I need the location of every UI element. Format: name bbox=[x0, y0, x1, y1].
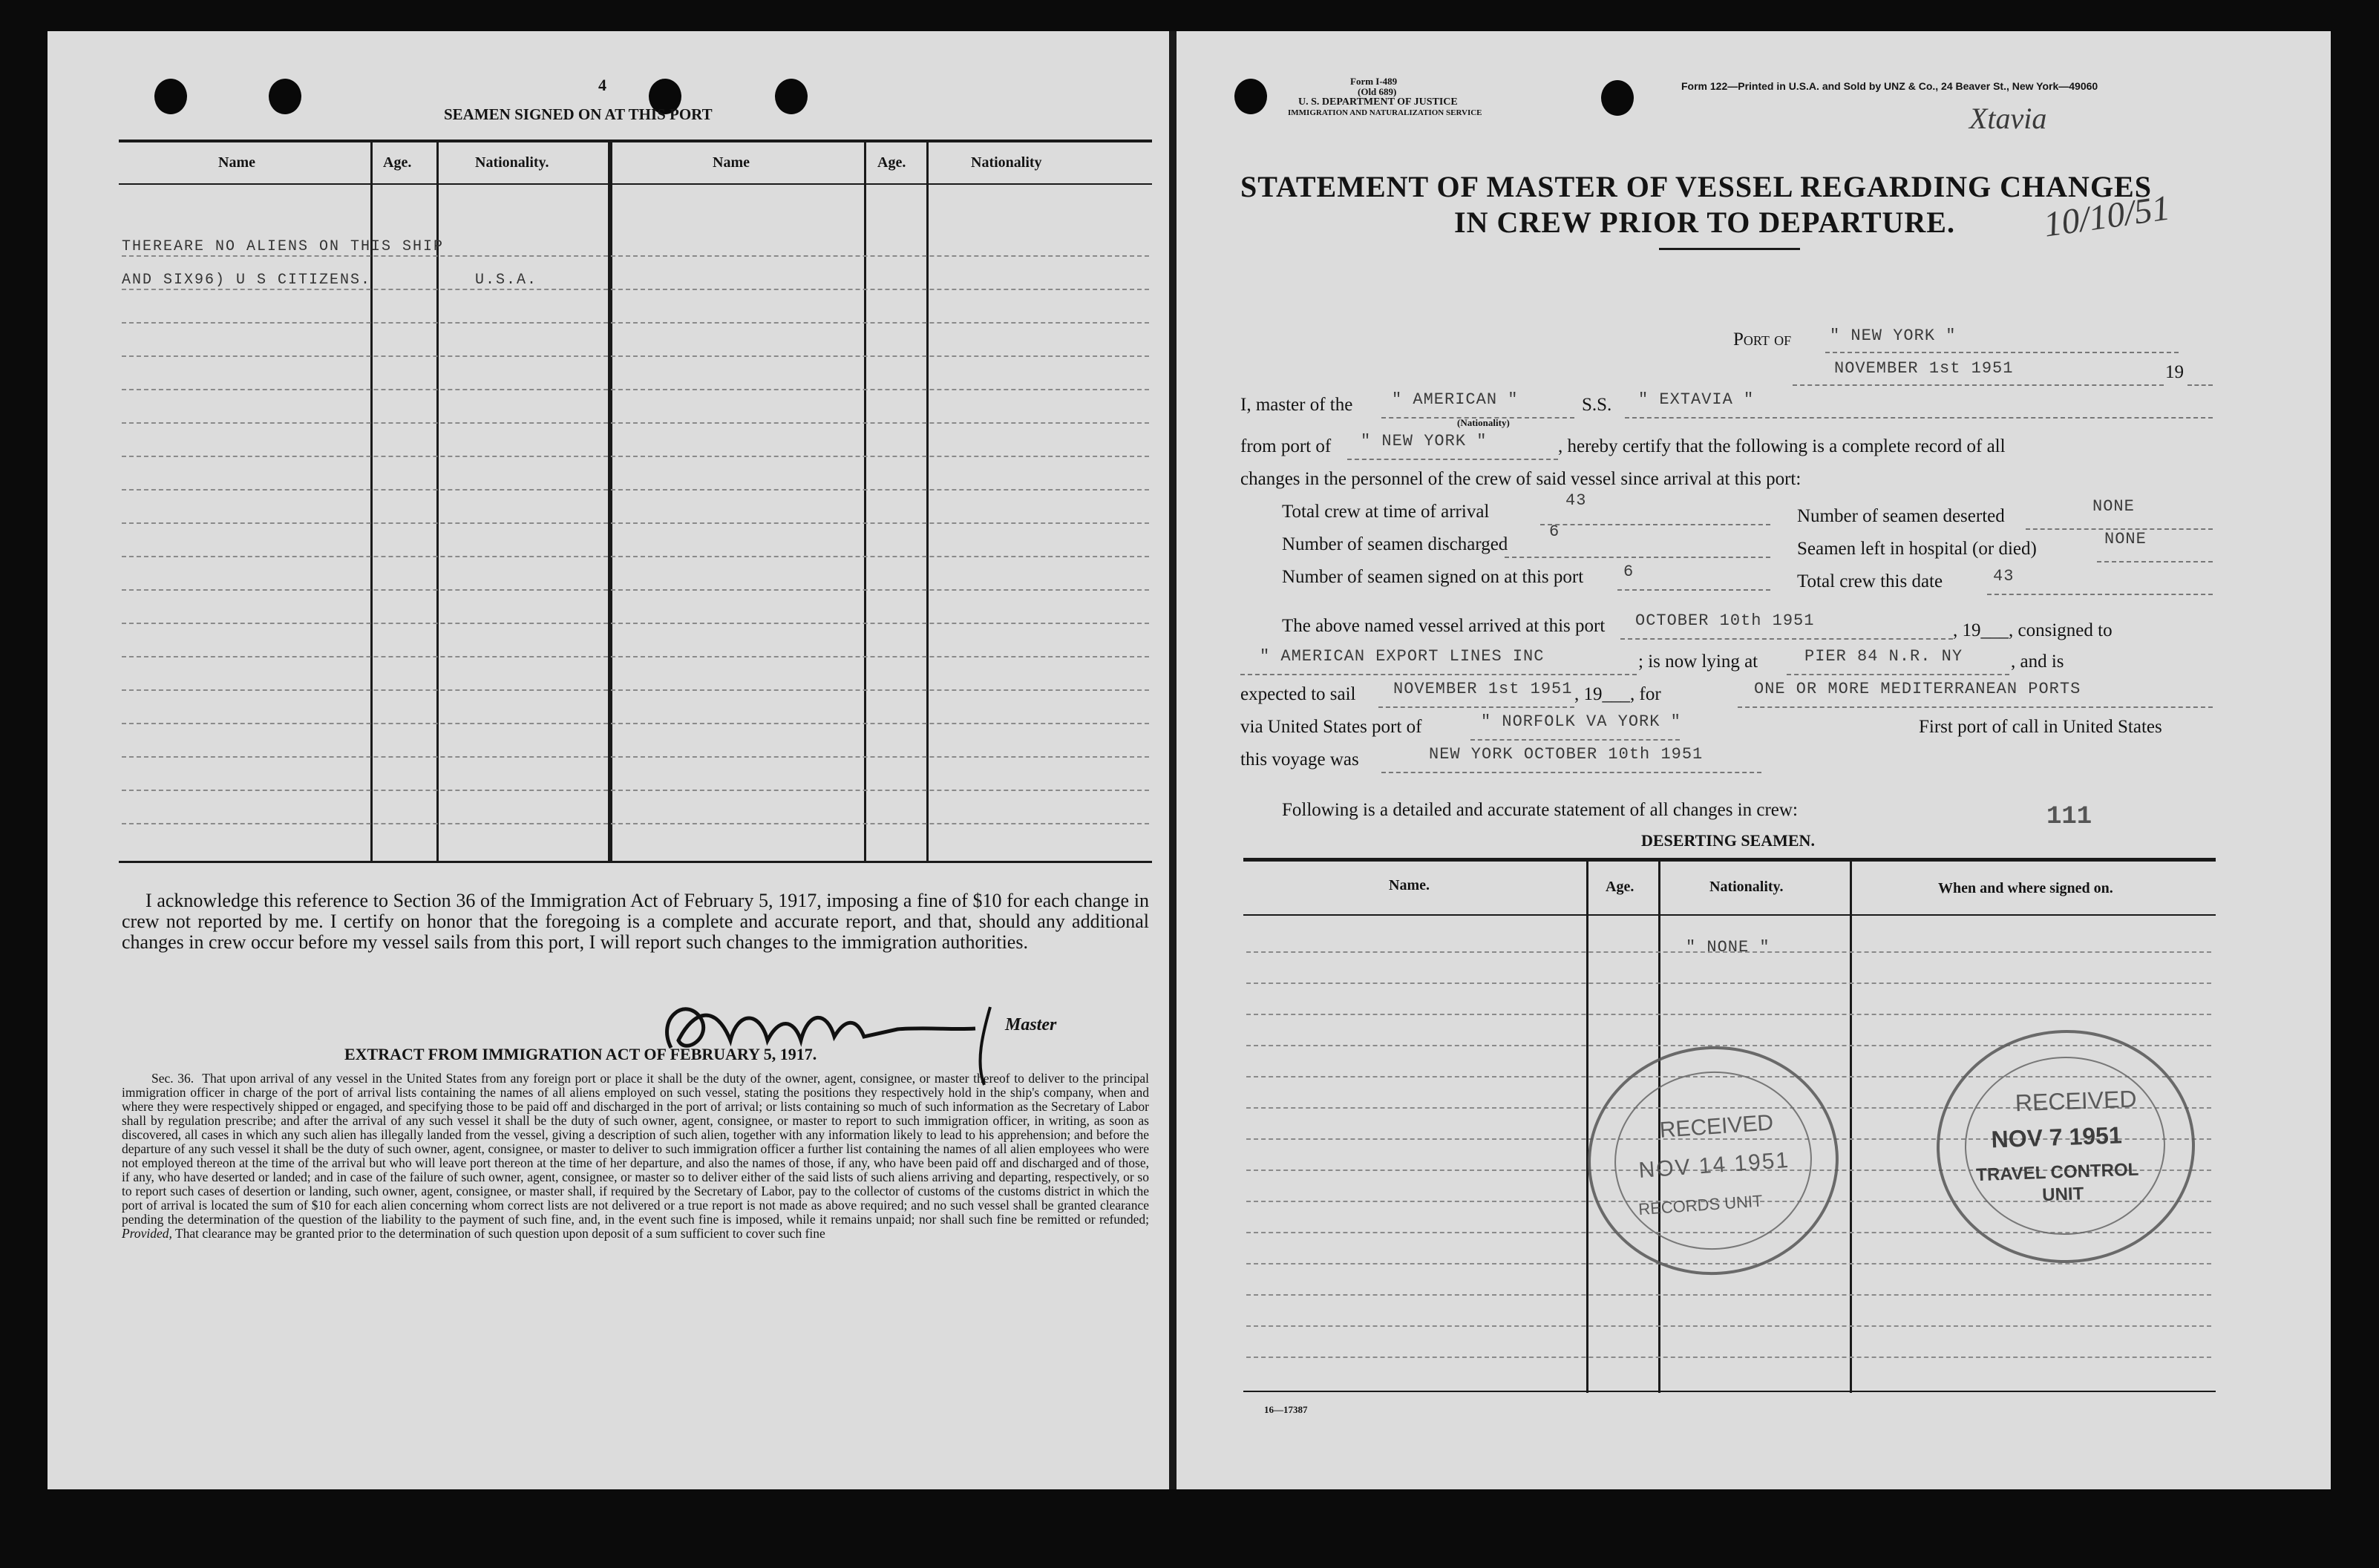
col-header-nationality: Nationality. bbox=[1709, 879, 1784, 895]
form-title-line-1: STATEMENT OF MASTER OF VESSEL REGARDING CHANGES bbox=[1240, 170, 2152, 203]
total-crew-date-value: 43 bbox=[1993, 567, 2015, 585]
via-label: via United States port of bbox=[1240, 717, 1422, 737]
service: IMMIGRATION AND NATURALIZATION SERVICE bbox=[1288, 108, 1482, 117]
table-entry-none: " NONE " bbox=[1686, 938, 1770, 957]
lying-label: ; is now lying at bbox=[1638, 652, 1758, 672]
voyage-value: NEW YORK OCTOBER 10th 1951 bbox=[1429, 745, 1704, 764]
deserting-title: DESERTING SEAMEN. bbox=[1641, 831, 1815, 850]
hospital-label: Seamen left in hospital (or died) bbox=[1797, 539, 2037, 559]
arrived-label: The above named vessel arrived at this port bbox=[1282, 616, 1606, 636]
handwritten-date: 10/10/51 bbox=[2041, 188, 2173, 245]
discharged-value: 6 bbox=[1549, 522, 1560, 541]
deserting-table-header-rule bbox=[1243, 914, 2216, 916]
from-port-label: from port of bbox=[1240, 436, 1332, 456]
port-of-value: " NEW YORK " bbox=[1830, 327, 1957, 345]
extract-title: EXTRACT FROM IMMIGRATION ACT OF FEBRUARY 5, 1917. bbox=[344, 1045, 817, 1063]
total-crew-arrival-label: Total crew at time of arrival bbox=[1282, 502, 1490, 522]
form-number: Form I-489 bbox=[1350, 76, 1398, 87]
section-title: SEAMEN SIGNED ON AT THIS PORT bbox=[444, 105, 713, 123]
changes-text: changes in the personnel of the crew of said vessel since arrival at this port: bbox=[1240, 469, 1802, 489]
nationality-value: " AMERICAN " bbox=[1392, 390, 1519, 409]
from-port-value: " NEW YORK " bbox=[1361, 432, 1488, 450]
col-header-name: Name bbox=[218, 154, 255, 171]
certify-text: , hereby certify that the following is a complete record of all bbox=[1558, 436, 2006, 456]
column-divider bbox=[926, 142, 929, 861]
col-header-nationality-2: Nationality bbox=[971, 154, 1042, 171]
consigned-label: , 19___, consigned to bbox=[1953, 620, 2113, 640]
arrived-value: OCTOBER 10th 1951 bbox=[1635, 611, 1815, 630]
lying-value: PIER 84 N.R. NY bbox=[1804, 647, 1963, 666]
deserted-label: Number of seamen deserted bbox=[1797, 506, 2005, 526]
deserted-value: NONE bbox=[2092, 497, 2135, 516]
signed-on-value: 6 bbox=[1623, 562, 1634, 581]
column-divider bbox=[1850, 862, 1852, 1393]
year-prefix: 19 bbox=[2165, 362, 2184, 382]
old-form-number: (Old 689) bbox=[1358, 86, 1397, 97]
left-page bbox=[48, 31, 1174, 1489]
title-underline bbox=[1659, 248, 1800, 250]
signed-on-field bbox=[1617, 567, 1770, 591]
following-label: Following is a detailed and accurate statement of all changes in crew: bbox=[1282, 800, 1798, 820]
stamp-unit: TRAVEL CONTROL bbox=[1975, 1159, 2139, 1186]
and-is-label: , and is bbox=[2011, 652, 2064, 672]
entry-nationality: U.S.A. bbox=[475, 272, 538, 289]
table-top-rule bbox=[119, 140, 1152, 142]
col-header-nationality: Nationality. bbox=[475, 154, 549, 171]
punch-hole bbox=[269, 79, 301, 114]
printer-line: Form 122—Printed in U.S.A. and Sold by UNZ & Co., 24 Beaver St., New York—49060 bbox=[1681, 80, 2098, 92]
sec-label: Sec. 36. bbox=[151, 1071, 194, 1086]
section-36-text bbox=[122, 1072, 1149, 1241]
signed-on-label: Number of seamen signed on at this port bbox=[1282, 567, 1584, 587]
entry-name: AND SIX96) U S CITIZENS. bbox=[122, 272, 372, 289]
expected-label: expected to sail bbox=[1240, 684, 1356, 704]
column-divider bbox=[608, 142, 612, 861]
footer-code: 16—17387 bbox=[1264, 1404, 1308, 1415]
ss-value: " EXTAVIA " bbox=[1638, 390, 1755, 409]
total-crew-date-label: Total crew this date bbox=[1797, 571, 1943, 591]
master-label: Master bbox=[1005, 1015, 1057, 1034]
col-header-age: Age. bbox=[383, 154, 412, 171]
stamp-received: RECEIVED bbox=[2015, 1085, 2138, 1117]
stamp-date: NOV 7 1951 bbox=[1990, 1121, 2123, 1153]
section-body: That upon arrival of any vessel in the United States from any foreign port or place it shall be the duty of the owner, agent, consignee, or master thereof to deliver to the principal immigration officer in charge of the port of arrival lists containing the names of all aliens employed on such vessel, stating the positions they respectively hold in the ship's company, when and where they were respectively shipped or engaged, and specifying those to be paid off and discharged in the port of arrival; or lists containing so much of such information as the Secretary of Labor shall by regulation prescribe; and after the arrival of any such vessel it shall be the duty of such owner, agent, consignee, or master to report to such immigration officer, in writing, as soon as discovered, all cases in which any such alien has illegally landed from the vessel, giving a description of such alien, together with any information likely to lead to his apprehension; and before the departure of any such vessel it shall be the duty of such owner, agent, consignee, or master to deliver to such immigration officer a further list containing the names of all alien employees who were not employed thereon at the time of the arrival but who will leave port thereon at the time of her departure, and also the names of those, if any, who have been paid off and discharged and of those, if any, who have deserted or landed; and in case of the failure of such owner, agent, consignee, or master so to deliver either of the said lists of such aliens arriving and departing, respectively, or so to report such cases of desertion or landing, such owner, agent, consignee, or master shall, if required by the Secretary of Labor, pay to the collector of customs of the customs district in which the port of arrival is located the sum of $10 for each alien concerning whom correct lists are not delivered or a true report is not made as above required; and no such vessel shall be granted clearance pending the determination of the question of the liability to the payment of such fine, and, in the event such fine is imposed, while it remains unpaid; nor shall such fine be remitted or refunded; bbox=[122, 1071, 1149, 1227]
acknowledgment-text: I acknowledge this reference to Section 36 of the Immigration Act of February 5, 1917, imposing a fine of $10 for each change in crew not reported by me. I certify on honor that the foregoing is a complete and accurate report, and that, should any additional changes in crew occur before my vessel sails from this port, I will report such changes to the immigration authorities. bbox=[122, 890, 1149, 953]
via-value: " NORFOLK VA YORK " bbox=[1481, 712, 1681, 731]
hospital-value: NONE bbox=[2104, 530, 2147, 548]
stamp-unit: UNIT bbox=[2041, 1184, 2084, 1206]
department: U. S. DEPARTMENT OF JUSTICE bbox=[1298, 96, 1458, 108]
expected-value: NOVEMBER 1st 1951 bbox=[1393, 680, 1573, 698]
column-divider bbox=[864, 142, 866, 861]
table-header-rule bbox=[119, 183, 1152, 185]
year-field bbox=[2187, 362, 2213, 386]
for-label: , 19___, for bbox=[1574, 684, 1661, 704]
col-header-age: Age. bbox=[1606, 879, 1634, 895]
page-number: 4 bbox=[598, 76, 606, 94]
date-value: NOVEMBER 1st 1951 bbox=[1834, 359, 2014, 378]
ss-label: S.S. bbox=[1582, 395, 1612, 415]
stamp-date: NOV 14 1951 bbox=[1637, 1147, 1791, 1183]
stamp-number: 111 bbox=[2046, 803, 2092, 831]
entry-name: THEREARE NO ALIENS ON THIS SHIP bbox=[122, 238, 445, 255]
right-page bbox=[1177, 31, 2331, 1489]
consignee-value: " AMERICAN EXPORT LINES INC bbox=[1260, 647, 1545, 666]
port-of-label: Port of bbox=[1733, 329, 1792, 350]
form-title-line-2: IN CREW PRIOR TO DEPARTURE. bbox=[1454, 206, 1955, 239]
records-unit-stamp bbox=[1580, 1038, 1847, 1284]
discharged-field bbox=[1505, 534, 1770, 558]
col-header-age-2: Age. bbox=[877, 154, 906, 171]
handwritten-ship-name: Xtavia bbox=[1969, 102, 2047, 135]
punch-hole bbox=[1601, 80, 1634, 116]
column-divider bbox=[1586, 862, 1588, 1393]
discharged-label: Number of seamen discharged bbox=[1282, 534, 1508, 554]
deserting-table-top bbox=[1243, 858, 2216, 862]
master-of-label: I, master of the bbox=[1240, 395, 1353, 415]
for-value: ONE OR MORE MEDITERRANEAN PORTS bbox=[1754, 680, 2081, 698]
total-crew-date-field bbox=[1987, 571, 2213, 595]
table-bottom-rule bbox=[119, 861, 1152, 863]
provided-word: Provided, bbox=[122, 1226, 172, 1241]
punch-hole bbox=[775, 79, 808, 114]
col-header-name-2: Name bbox=[713, 154, 750, 171]
col-header-when-where: When and where signed on. bbox=[1938, 880, 2113, 896]
deserting-table-bottom bbox=[1243, 1391, 2216, 1392]
punch-hole bbox=[154, 79, 187, 114]
nationality-caption: (Nationality) bbox=[1457, 417, 1510, 428]
punch-hole bbox=[1234, 79, 1267, 114]
first-port-label: First port of call in United States bbox=[1919, 717, 2162, 737]
section-body-end: That clearance may be granted prior to the determination of such question upon deposit of a sum sufficient to cover such fine bbox=[174, 1226, 825, 1241]
stamp-received: RECEIVED bbox=[1658, 1110, 1775, 1143]
voyage-label: this voyage was bbox=[1240, 749, 1359, 770]
col-header-name: Name. bbox=[1389, 877, 1430, 893]
total-crew-arrival-value: 43 bbox=[1565, 491, 1587, 510]
stamp-unit: RECORDS UNIT bbox=[1637, 1191, 1764, 1219]
